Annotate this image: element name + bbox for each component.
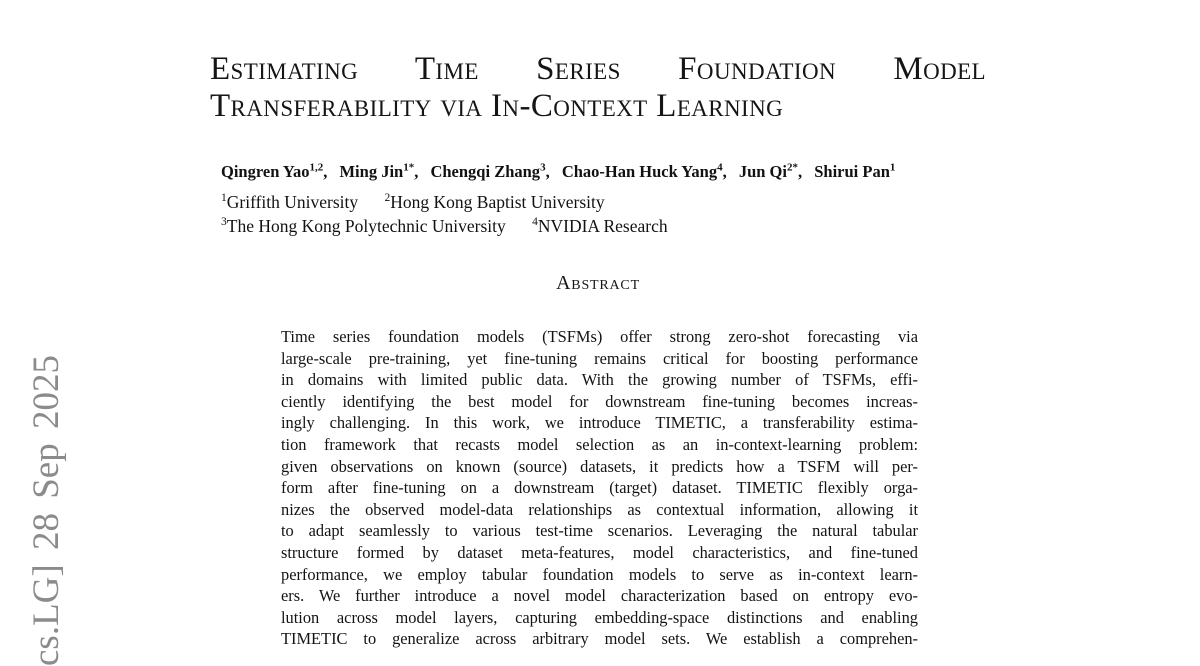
author xyxy=(221,162,327,181)
author-superscript: 2* xyxy=(786,161,798,174)
author xyxy=(739,162,802,181)
author xyxy=(339,162,418,181)
author xyxy=(562,162,727,181)
affiliation xyxy=(385,192,605,212)
affiliation-name: Griffith University xyxy=(226,192,359,212)
affiliation-superscript: 4 xyxy=(532,215,538,228)
abstract-line: tion framework that recasts model selection as an in-context-learning problem: xyxy=(281,434,918,454)
affiliation xyxy=(221,192,358,212)
paper-title-line-1: Estimating Time Series Foundation Model xyxy=(210,51,986,87)
abstract-line: performance, we employ tabular foundation models to serve as in-context learn- xyxy=(281,564,918,584)
author-separator: , xyxy=(323,162,328,181)
affiliation-superscript: 1 xyxy=(221,192,227,205)
paper-title xyxy=(210,51,986,125)
affiliations-block xyxy=(221,191,668,238)
abstract-line: Time series foundation models (TSFMs) offer strong zero-shot forecasting via xyxy=(281,327,918,346)
affiliation-name: Hong Kong Baptist University xyxy=(390,192,605,212)
author-superscript: 4 xyxy=(717,161,723,174)
abstract-line: lution across model layers, capturing embedding-space distinctions and enabling xyxy=(281,607,918,627)
author-separator: , xyxy=(545,162,550,181)
author-superscript: 1 xyxy=(889,161,896,174)
arxiv-watermark: cs.LG] 28 Sep 2025 xyxy=(26,355,67,666)
author-separator: , xyxy=(722,162,727,181)
affiliation-name: NVIDIA Research xyxy=(537,215,668,236)
author-name: Chao-Han Huck Yang xyxy=(561,162,718,181)
author-superscript: 3 xyxy=(540,161,546,174)
affiliation-name: The Hong Kong Polytechnic University xyxy=(226,215,506,236)
abstract-line: TIMETIC to generalize across arbitrary model sets. We establish a comprehen- xyxy=(281,629,918,649)
abstract-heading: Abstract xyxy=(556,272,640,294)
author-superscript: 1,2 xyxy=(309,161,324,174)
author xyxy=(814,162,895,181)
abstract-line: large-scale pre-training, yet fine-tuning remains critical for boosting performance xyxy=(281,348,918,368)
abstract-line: given observations on known (source) datasets, it predicts how a TSFM will per- xyxy=(281,456,918,476)
abstract-line: in domains with limited public data. With the growing number of TSFMs, effi- xyxy=(281,370,918,390)
paper-title-line-2: Transferability via In-Context Learning xyxy=(210,88,784,124)
abstract-line: ingly challenging. In this work, we introduce TIMETIC, a transferability estima- xyxy=(281,413,918,433)
abstract-body xyxy=(281,326,918,650)
abstract-line: ciently identifying the best model for downstream fine-tuning becomes increas- xyxy=(281,391,918,411)
author-name: Chengqi Zhang xyxy=(430,162,541,181)
abstract-line: structure formed by dataset meta-features, model characteristics, and fine-tuned xyxy=(281,542,918,562)
affiliation-superscript: 2 xyxy=(384,192,391,205)
author-superscript: 1* xyxy=(403,161,415,174)
abstract-line: nizes the observed model-data relationships as contextual information, allowing it xyxy=(281,499,918,519)
author-name: Shirui Pan xyxy=(814,162,890,181)
abstract-line: to adapt seamlessly to various test-time scenarios. Leveraging the natural tabular xyxy=(281,521,918,541)
author-name: Qingren Yao xyxy=(221,162,310,181)
affiliation xyxy=(221,216,506,236)
affiliation-superscript: 3 xyxy=(221,215,227,228)
author-separator: , xyxy=(414,162,419,181)
abstract-line: ers. We further introduce a novel model characterization based on entropy evo- xyxy=(281,586,918,606)
affiliation-line xyxy=(221,191,668,215)
abstract-line: form after fine-tuning on a downstream (target) dataset. TIMETIC flexibly orga- xyxy=(281,478,918,498)
author-separator: , xyxy=(797,162,803,181)
author-name: Ming Jin xyxy=(339,162,404,181)
author-name: Jun Qi xyxy=(738,162,787,181)
affiliation-line xyxy=(221,215,668,239)
affiliation xyxy=(532,216,668,236)
authors-line xyxy=(221,162,1121,182)
author xyxy=(430,162,549,181)
